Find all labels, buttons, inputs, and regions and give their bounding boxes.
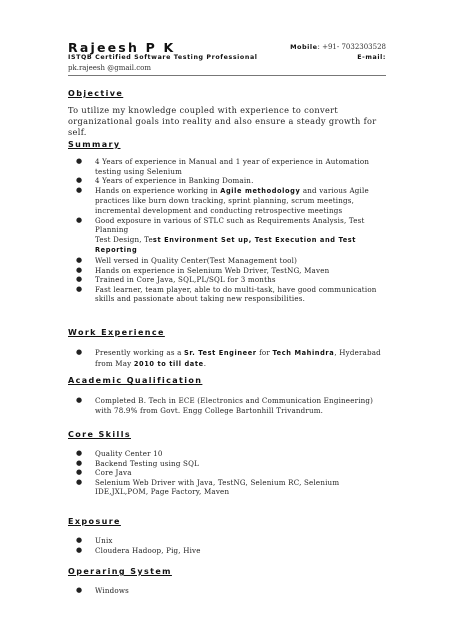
bullet-icon: ● [76, 396, 83, 404]
list-item: ● Selenium Web Driver with Java, TestNG, Selenium RC, Selenium IDE,JXL,POM, Page Factory, Maven [76, 477, 340, 497]
bullet-icon: ● [76, 284, 83, 293]
header-divider [68, 75, 386, 76]
summary-list [68, 157, 388, 304]
list-item: ● Completed B. Tech in ECE (Electronics and Communication Engineering) with 78.9% from Govt. Engg College Bartonhill Trivandrum. [76, 396, 374, 415]
work-experience-list [68, 348, 388, 369]
list-item: ● Backend Testing using SQL [76, 458, 200, 468]
candidate-name: Rajeesh P K [68, 40, 176, 55]
list-item: ● Presently working as a Sr. Test Engineer for Tech Mahindra, Hyderabad from May 2010 to till date. [76, 348, 381, 368]
list-item: ● Fast learner, team player, able to do multi-task, have good communication skills and passionate about taking new responsibilities. [76, 284, 377, 304]
list-item: ● Well versed in Quality Center(Test Management tool) [76, 255, 298, 265]
operating-system-heading: Operaring System [68, 567, 172, 576]
list-item: ● Cloudera Hadoop, Pig, Hive [76, 545, 201, 555]
bullet-icon: ● [76, 545, 83, 554]
bullet-icon: ● [76, 185, 83, 194]
bullet-icon: ● [76, 449, 83, 457]
bullet-icon: ● [76, 157, 83, 165]
bullet-icon: ● [76, 265, 83, 274]
bullet-icon: ● [76, 468, 83, 477]
list-item: ● Trained in Core Java, SQL,PL/SQL for 3 months [76, 275, 276, 285]
list-item: ● Unix [76, 536, 113, 545]
work-experience-heading: Work Experience [68, 328, 165, 337]
list-item: ● Hands on experience in Selenium Web Driver, TestNG, Maven [76, 265, 330, 275]
list-item: ● Core Java [76, 468, 132, 478]
bullet-icon: ● [76, 586, 83, 594]
bullet-icon: ● [76, 477, 83, 486]
email-label: E-mail: [357, 54, 386, 61]
mobile-label: Mobile [290, 43, 318, 51]
academic-list [68, 396, 388, 415]
exposure-heading: Exposure [68, 517, 121, 526]
mobile-number: : +91- 7032303528 [317, 43, 386, 51]
summary-heading: Summary [68, 140, 121, 149]
bullet-icon: ● [76, 255, 83, 264]
bullet-icon: ● [76, 176, 83, 185]
list-item: ● 4 Years of experience in Manual and 1 year of experience in Automation testing using Selenium [76, 157, 370, 176]
operating-system-list [68, 586, 388, 596]
bullet-icon: ● [76, 458, 83, 467]
bullet-icon: ● [76, 275, 83, 284]
candidate-title: ISTQB Certified Software Testing Professional [68, 54, 258, 61]
academic-heading: Academic Qualification [68, 376, 203, 385]
list-item: ● 4 Years of experience in Banking Domain. [76, 176, 254, 186]
list-item: ● Hands on experience working in Agile methodology and various Agile practices like burn down tracking, sprint planning, scrum meetings, incremental development and conducting retrospective meetings [76, 185, 369, 215]
bullet-icon: ● [76, 536, 83, 544]
exposure-list [68, 536, 388, 555]
core-skills-list [68, 449, 388, 497]
mobile-line [290, 43, 386, 51]
core-skills-heading: Core Skills [68, 430, 131, 439]
objective-text: To utilize my knowledge coupled with experience to convert organizational goals into reality and also ensure a steady growth for self. [68, 105, 377, 137]
list-item: ● Good exposure in various of STLC such as Requirements Analysis, Test Planning Test Design, Test Environment Set up, Test Execution and Test Reporting [76, 215, 365, 255]
email-address: pk.rajeesh @gmail.com [68, 64, 152, 72]
objective-heading: Objective [68, 89, 124, 98]
list-item: ● Quality Center 10 [76, 449, 163, 458]
list-item: ● Windows [76, 586, 129, 595]
bullet-icon: ● [76, 348, 83, 356]
bullet-icon: ● [76, 215, 83, 224]
